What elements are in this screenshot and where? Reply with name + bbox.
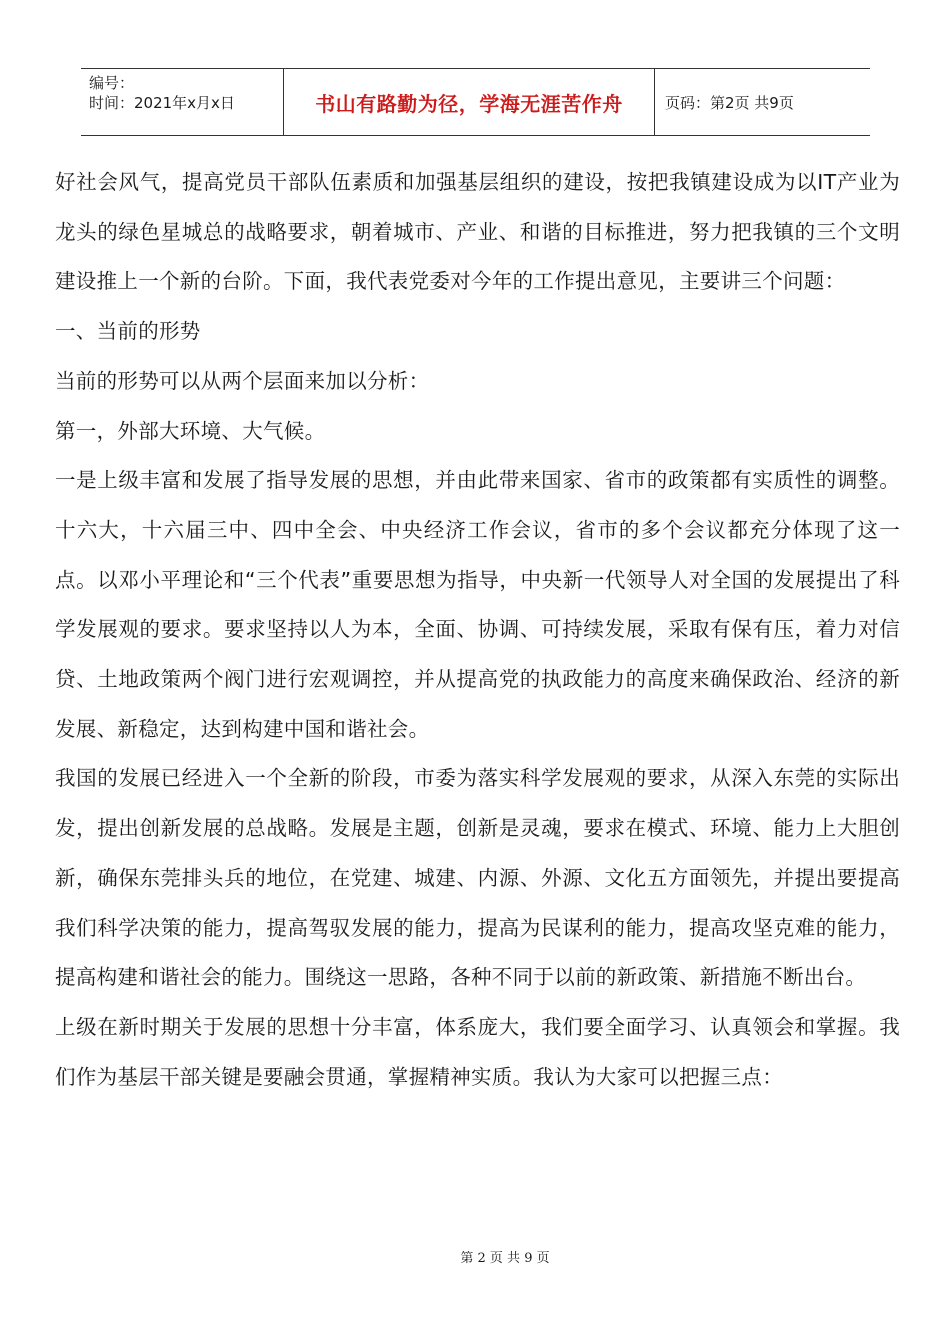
header-page-info: 页码：第2页 共9页	[665, 93, 794, 112]
paragraph-2: 当前的形势可以从两个层面来加以分析：	[55, 368, 430, 393]
header-motto: 书山有路勤为径，学海无涯苦作舟	[283, 69, 655, 135]
code-label: 编号：	[89, 74, 135, 92]
page-footer: 第 2 页 共 9 页	[460, 1251, 550, 1266]
section-heading: 一、当前的形势	[55, 319, 201, 344]
paragraph-6: 上级在新时期关于发展的思想十分丰富，体系庞大，我们要全面学习、认真领会和掌握。我们作为基层干部关键是要融会贯通，掌握精神实质。我认为大家可以把握三点：	[55, 1014, 900, 1089]
date-label: 时间：2021年x月x日	[89, 94, 235, 112]
header-table	[81, 68, 870, 136]
paragraph-5: 我国的发展已经进入一个全新的阶段，市委为落实科学发展观的要求，从深入东莞的实际出发，提出创新发展的总战略。发展是主题，创新是灵魂，要求在模式、环境、能力上大胆创新，确保东莞排头兵的地位，在党建、城建、内源、外源、文化五方面领先，并提出要提高我们科学决策的能力，提高驾驭发展的能力，提高为民谋利的能力，提高攻坚克难的能力，提高构建和谐社会的能力。围绕这一思路，各种不同于以前的新政策、新措施不断出台。	[55, 766, 900, 990]
paragraph-3: 第一，外部大环境、大气候。	[55, 418, 326, 443]
document-body	[55, 158, 900, 1102]
paragraph-4: 一是上级丰富和发展了指导发展的思想，并由此带来国家、省市的政策都有实质性的调整。十六大，十六届三中、四中全会、中央经济工作会议，省市的多个会议都充分体现了这一点。以邓小平理论和“三个代表”重要思想为指导，中央新一代领导人对全国的发展提出了科学发展观的要求。要求坚持以人为本，全面、协调、可持续发展，采取有保有压，着力对信贷、土地政策两个阀门进行宏观调控，并从提高党的执政能力的高度来确保政治、经济的新发展、新稳定，达到构建中国和谐社会。	[55, 468, 900, 741]
paragraph-1: 好社会风气，提高党员干部队伍素质和加强基层组织的建设，按把我镇建设成为以IT产业为龙头的绿色星城总的战略要求，朝着城市、产业、和谐的目标推进，努力把我镇的三个文明建设推上一个新的台阶。下面，我代表党委对今年的工作提出意见，主要讲三个问题：	[55, 170, 900, 294]
header-meta-cell	[81, 69, 283, 135]
